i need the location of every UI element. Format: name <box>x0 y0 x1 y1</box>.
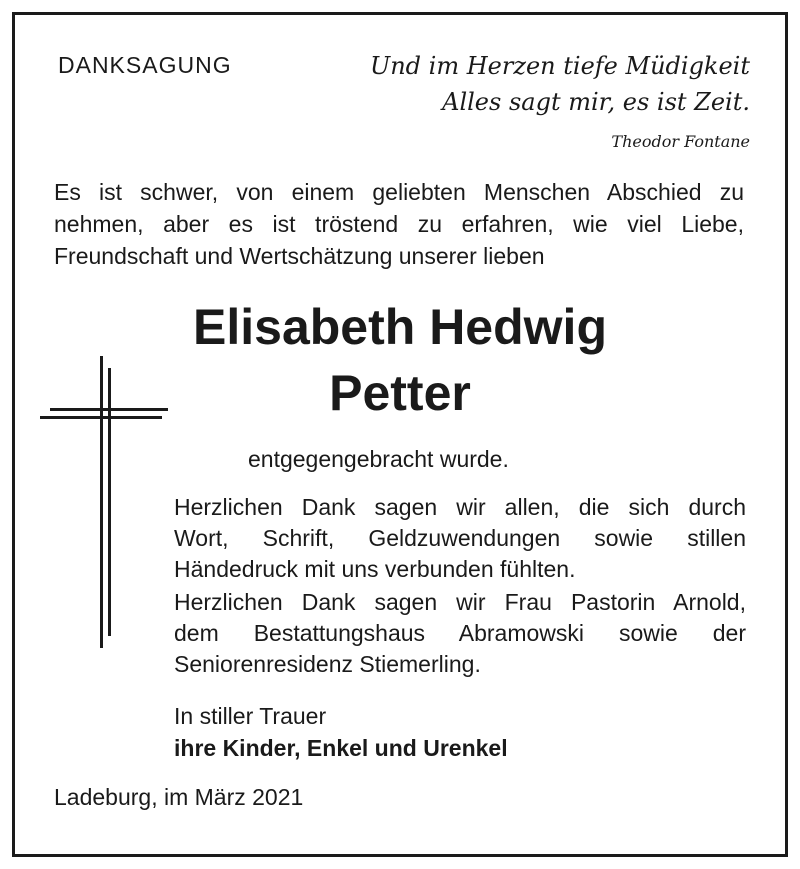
family-signature: ihre Kinder, Enkel und Urenkel <box>174 735 508 761</box>
thanks-line-4: Herzlichen Dank sagen wir Frau Pastorin Arnold, <box>174 589 746 615</box>
after-name-text: entgegengebracht wurde. <box>248 446 509 472</box>
quote-line-2: Alles sagt mir, es ist Zeit. <box>442 88 750 116</box>
thanks-line-5: dem Bestattungshaus Abramowski sowie der <box>174 620 746 646</box>
quote-line-1: Und im Herzen tiefe Müdigkeit <box>369 52 750 80</box>
cross-icon <box>40 356 170 648</box>
place-date: Ladeburg, im März 2021 <box>54 784 304 810</box>
intro-line-1: Es ist schwer, von einem geliebten Menschen Abschied zu <box>54 179 744 205</box>
thanks-line-6: Seniorenresidenz Stiemerling. <box>174 651 481 677</box>
deceased-first-names: Elisabeth Hedwig <box>193 299 607 355</box>
deceased-surname: Petter <box>329 365 471 421</box>
quote-author: Theodor Fontane <box>611 132 750 151</box>
intro-line-2: nehmen, aber es ist tröstend zu erfahren, wie viel Liebe, <box>54 211 744 237</box>
notice-heading: DANKSAGUNG <box>58 52 232 78</box>
intro-line-3: Freundschaft und Wertschätzung unserer lieben <box>54 243 545 269</box>
thanks-line-3: Händedruck mit uns verbunden fühlten. <box>174 556 576 582</box>
closing-phrase: In stiller Trauer <box>174 703 327 729</box>
thanks-line-1: Herzlichen Dank sagen wir allen, die sich durch <box>174 494 746 520</box>
thanks-line-2: Wort, Schrift, Geldzuwendungen sowie stillen <box>174 525 746 551</box>
